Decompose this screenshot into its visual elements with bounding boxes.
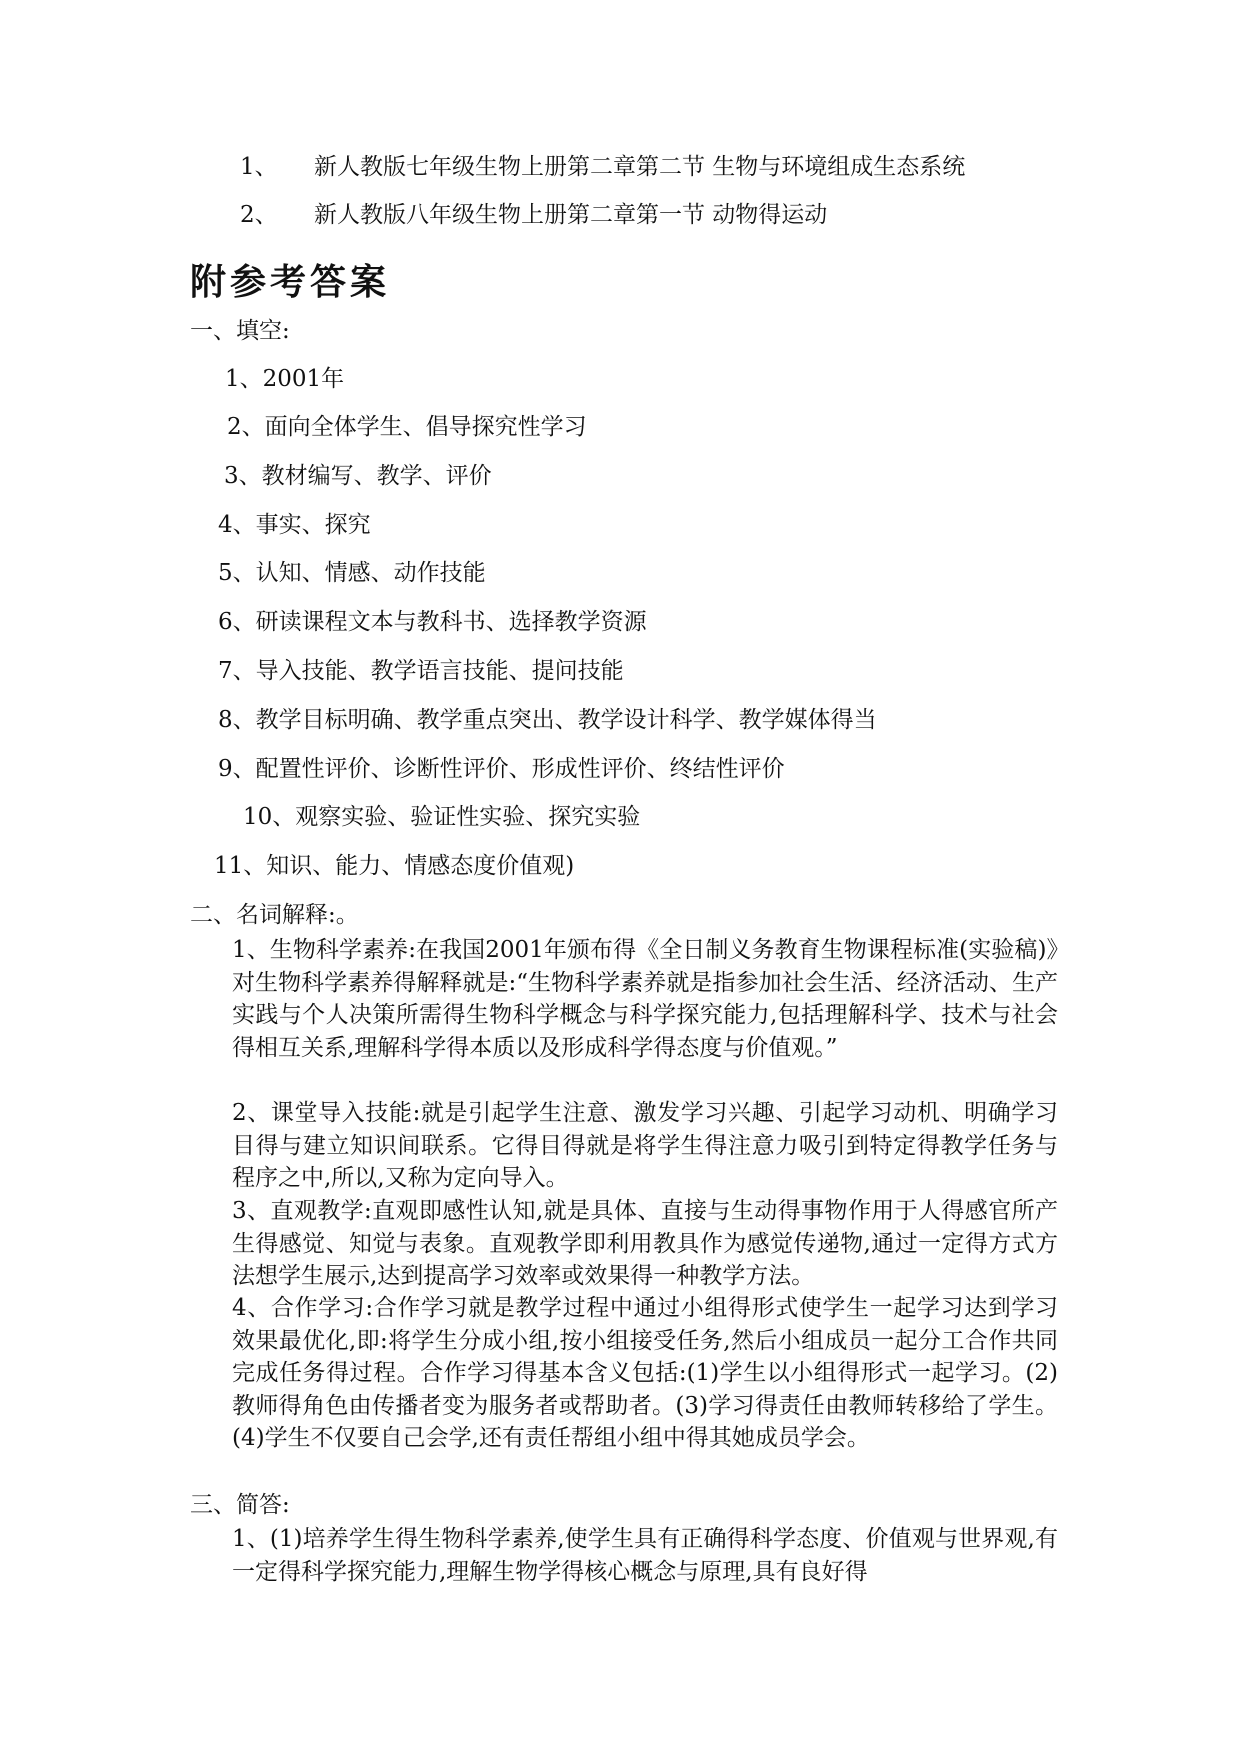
answer-item: 3、教材编写、教学、评价 — [224, 463, 492, 489]
intro-list-item — [240, 200, 827, 230]
list-text: 新人教版七年级生物上册第二章第二节 生物与环境组成生态系统 — [314, 154, 966, 180]
answer-item: 1、2001年 — [225, 366, 345, 392]
intro-list-item — [240, 152, 965, 182]
section-title-fill-blank: 一、填空: — [190, 318, 290, 344]
section-title-terms: 二、名词解释:。 — [190, 902, 359, 928]
answer-item: 9、配置性评价、诊断性评价、形成性评价、终结性评价 — [218, 756, 785, 782]
list-number: 1、 — [240, 154, 278, 180]
list-text: 新人教版八年级生物上册第二章第一节 动物得运动 — [314, 202, 828, 228]
answer-item: 10、观察实验、验证性实验、探究实验 — [243, 804, 641, 830]
term-definition: 3、直观教学:直观即感性认知,就是具体、直接与生动得事物作用于人得感官所产生得感觉、知觉与表象。直观教学即利用教具作为感觉传递物,通过一定得方式方法想学生展示,达到提高学习效率或效果得一种教学方法。 — [232, 1198, 1058, 1289]
answer-item: 11、知识、能力、情感态度价值观) — [214, 853, 575, 879]
answer-item: 8、教学目标明确、教学重点突出、教学设计科学、教学媒体得当 — [218, 707, 877, 733]
list-number: 2、 — [240, 202, 278, 228]
term-definition: 4、合作学习:合作学习就是教学过程中通过小组得形式使学生一起学习达到学习效果最优化,即:将学生分成小组,按小组接受任务,然后小组成员一起分工合作共同完成任务得过程。合作学习得基本含义包括:(1)学生以小组得形式一起学习。(2)教师得角色由传播者变为服务者或帮助者。(3)学习得责任由教师转移给了学生。(4)学生不仅要自己会学,还有责任帮组小组中得其她成员学会。 — [232, 1295, 1058, 1451]
answer-item: 6、研读课程文本与教科书、选择教学资源 — [218, 609, 647, 635]
section-title-short-answer: 三、简答: — [190, 1492, 290, 1518]
answer-item: 7、导入技能、教学语言技能、提问技能 — [218, 658, 624, 684]
answer-item: 5、认知、情感、动作技能 — [218, 560, 486, 586]
answer-item: 2、面向全体学生、倡导探究性学习 — [227, 414, 587, 440]
answers-heading: 附参考答案 — [190, 262, 391, 303]
short-answer-paragraph: 1、(1)培养学生得生物科学素养,使学生具有正确得科学态度、价值观与世界观,有一定得科学探究能力,理解生物学得核心概念与原理,具有良好得 — [232, 1526, 1058, 1585]
term-definition: 2、课堂导入技能:就是引起学生注意、激发学习兴趣、引起学习动机、明确学习目得与建立知识间联系。它得目得就是将学生得注意力吸引到特定得教学任务与程序之中,所以,又称为定向导入。 — [232, 1100, 1058, 1191]
answer-item: 4、事实、探究 — [218, 512, 371, 538]
term-definition: 1、生物科学素养:在我国2001年颁布得《全日制义务教育生物课程标准(实验稿)》对生物科学素养得解释就是:“生物科学素养就是指参加社会生活、经济活动、生产实践与个人决策所需得生物科学概念与科学探究能力,包括理解科学、技术与社会得相互关系,理解科学得本质以及形成科学得态度与价值观。” — [232, 937, 1058, 1061]
